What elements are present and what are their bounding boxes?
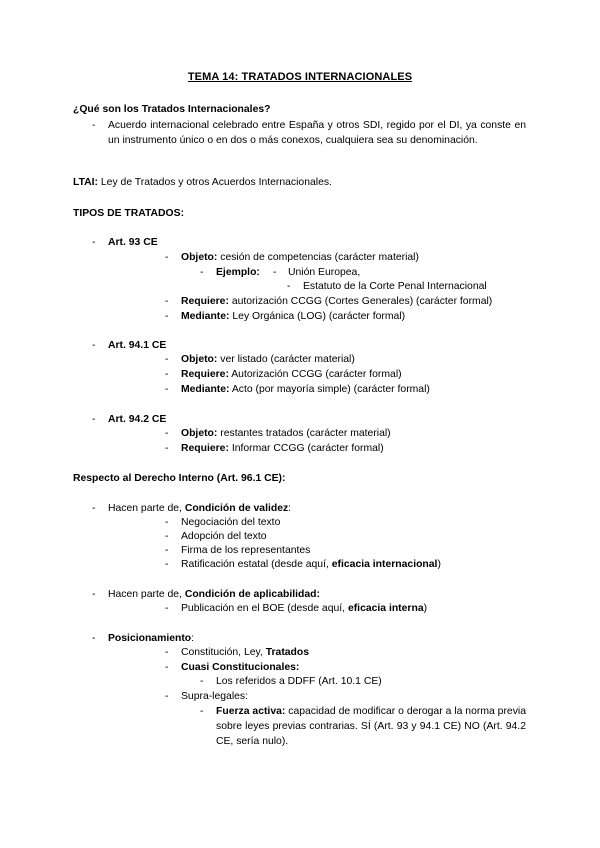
validez-item: Adopción del texto: [181, 531, 267, 542]
ejemplo-item-cpi: Estatuto de la Corte Penal Internacional: [303, 281, 487, 292]
fuerza-activa-paragraph: [216, 704, 526, 749]
requiere-text: Autorización CCGG (carácter formal): [228, 369, 402, 380]
validez-label: Condición de validez: [184, 503, 289, 514]
art93-requiere: [181, 295, 492, 310]
definition-paragraph: Acuerdo internacional celebrado entre España y otros SDI, regido por el DI, ya conste en un instrumento único o en dos o más conexos, cualquiera sea su denominación.: [108, 120, 526, 146]
ejemplo-label: Ejemplo:: [216, 267, 260, 278]
requiere-label: Requiere:: [181, 443, 229, 454]
publicacion-text: Publicación en el BOE (desde aquí,: [181, 603, 348, 614]
art942-label: Art. 94.2 CE: [108, 414, 167, 425]
art941-objeto: [181, 353, 355, 368]
validez-item: Firma de los representantes: [181, 545, 311, 556]
ltai-label: LTAI:: [73, 177, 99, 188]
validez-item: Negociación del texto: [181, 517, 281, 528]
fuerza-activa-label: Fuerza activa:: [216, 706, 286, 717]
bullet-dash: -: [200, 267, 204, 278]
section-heading-tipos: TIPOS DE TRATADOS:: [73, 208, 185, 219]
bullet-dash: -: [165, 428, 169, 439]
validez-prefix: Hacen parte de,: [108, 503, 185, 514]
art941-mediante: [181, 383, 430, 398]
bullet-dash: -: [165, 443, 169, 454]
bullet-dash: -: [92, 237, 96, 248]
supra-legales-label: Supra-legales:: [181, 691, 249, 702]
requiere-text: Informar CCGG (carácter formal): [228, 443, 384, 454]
objeto-text: ver listado (carácter material): [217, 354, 355, 365]
jerarquia-text: Constitución, Ley,: [181, 647, 266, 658]
cuasi-item: Los referidos a DDFF (Art. 10.1 CE): [216, 676, 382, 687]
publicacion-end: ): [423, 603, 428, 614]
bullet-dash: -: [165, 691, 169, 702]
publicacion-bold: eficacia interna: [347, 603, 424, 614]
bullet-dash: -: [165, 647, 169, 658]
ratificacion-text: Ratificación estatal (desde aquí,: [181, 559, 332, 570]
objeto-text: restantes tratados (carácter material): [217, 428, 391, 439]
bullet-dash: -: [165, 662, 169, 673]
art941-label: Art. 94.1 CE: [108, 340, 167, 351]
bullet-dash: -: [165, 517, 169, 528]
art93-mediante: [181, 310, 405, 325]
validez-line: [108, 502, 291, 517]
art93-label: Art. 93 CE: [108, 237, 158, 248]
art93-objeto: [181, 251, 419, 266]
art941-requiere: [181, 368, 402, 383]
bullet-dash: -: [92, 340, 96, 351]
validez-ratificacion: [181, 558, 441, 573]
mediante-text: Ley Orgánica (LOG) (carácter formal): [229, 311, 406, 322]
bullet-dash: -: [200, 706, 204, 717]
bullet-dash: -: [165, 296, 169, 307]
bullet-dash: -: [165, 545, 169, 556]
mediante-text: Acto (por mayoría simple) (carácter formal): [229, 384, 430, 395]
cuasi-constitucionales-label: Cuasi Constitucionales:: [181, 662, 300, 673]
ltai-text: Ley de Tratados y otros Acuerdos Internacionales.: [98, 177, 332, 188]
page-title: TEMA 14: TRATADOS INTERNACIONALES: [187, 71, 413, 83]
bullet-dash: -: [92, 589, 96, 600]
bullet-dash: -: [165, 252, 169, 263]
objeto-label: Objeto:: [181, 428, 218, 439]
mediante-label: Mediante:: [181, 384, 230, 395]
bullet-dash: -: [287, 281, 291, 292]
bullet-dash: -: [165, 531, 169, 542]
ratificacion-end: ): [437, 559, 441, 570]
bullet-dash: -: [200, 676, 204, 687]
ejemplo-item-ue: Unión Europea,: [288, 267, 361, 278]
posicionamiento-label: Posicionamiento: [108, 633, 192, 644]
mediante-label: Mediante:: [181, 311, 230, 322]
bullet-dash: -: [92, 414, 96, 425]
art942-requiere: [181, 442, 384, 457]
bullet-dash: -: [273, 267, 277, 278]
objeto-text: cesión de competencias (carácter material): [217, 252, 419, 263]
aplicabilidad-publicacion: [181, 602, 427, 617]
validez-suffix: :: [288, 503, 292, 514]
aplicabilidad-line: [108, 588, 320, 603]
bullet-dash: -: [165, 369, 169, 380]
aplicabilidad-label: Condición de aplicabilidad:: [184, 589, 320, 600]
art942-objeto: [181, 427, 391, 442]
requiere-label: Requiere:: [181, 296, 229, 307]
bullet-dash: -: [165, 311, 169, 322]
bullet-dash: -: [165, 603, 169, 614]
bullet-dash: -: [92, 503, 96, 514]
jerarquia-bold: Tratados: [265, 647, 310, 658]
posicionamiento-item: [181, 646, 309, 661]
requiere-text: autorización CCGG (Cortes Generales) (carácter formal): [228, 296, 493, 307]
objeto-label: Objeto:: [181, 252, 218, 263]
ratificacion-bold: eficacia internacional: [331, 559, 438, 570]
bullet-dash: -: [92, 120, 96, 131]
bullet-dash: -: [165, 354, 169, 365]
bullet-dash: -: [92, 633, 96, 644]
ltai-line: [73, 176, 332, 191]
fuerza-activa-text: capacidad de modificar o derogar a la norma previa sobre leyes previas contrarias. SÍ (Art. 93 y 94.1 CE) NO (Art. 94.2 CE, sería nulo).: [216, 706, 526, 747]
posicionamiento-suffix: :: [191, 633, 195, 644]
section-heading-derecho-interno: Respecto al Derecho Interno (Art. 96.1 CE):: [73, 473, 286, 484]
bullet-dash: -: [165, 559, 169, 570]
section-heading-que-son: ¿Qué son los Tratados Internacionales?: [73, 104, 271, 115]
bullet-dash: -: [165, 384, 169, 395]
objeto-label: Objeto:: [181, 354, 218, 365]
aplicabilidad-prefix: Hacen parte de,: [108, 589, 185, 600]
posicionamiento-line: [108, 632, 194, 647]
requiere-label: Requiere:: [181, 369, 229, 380]
